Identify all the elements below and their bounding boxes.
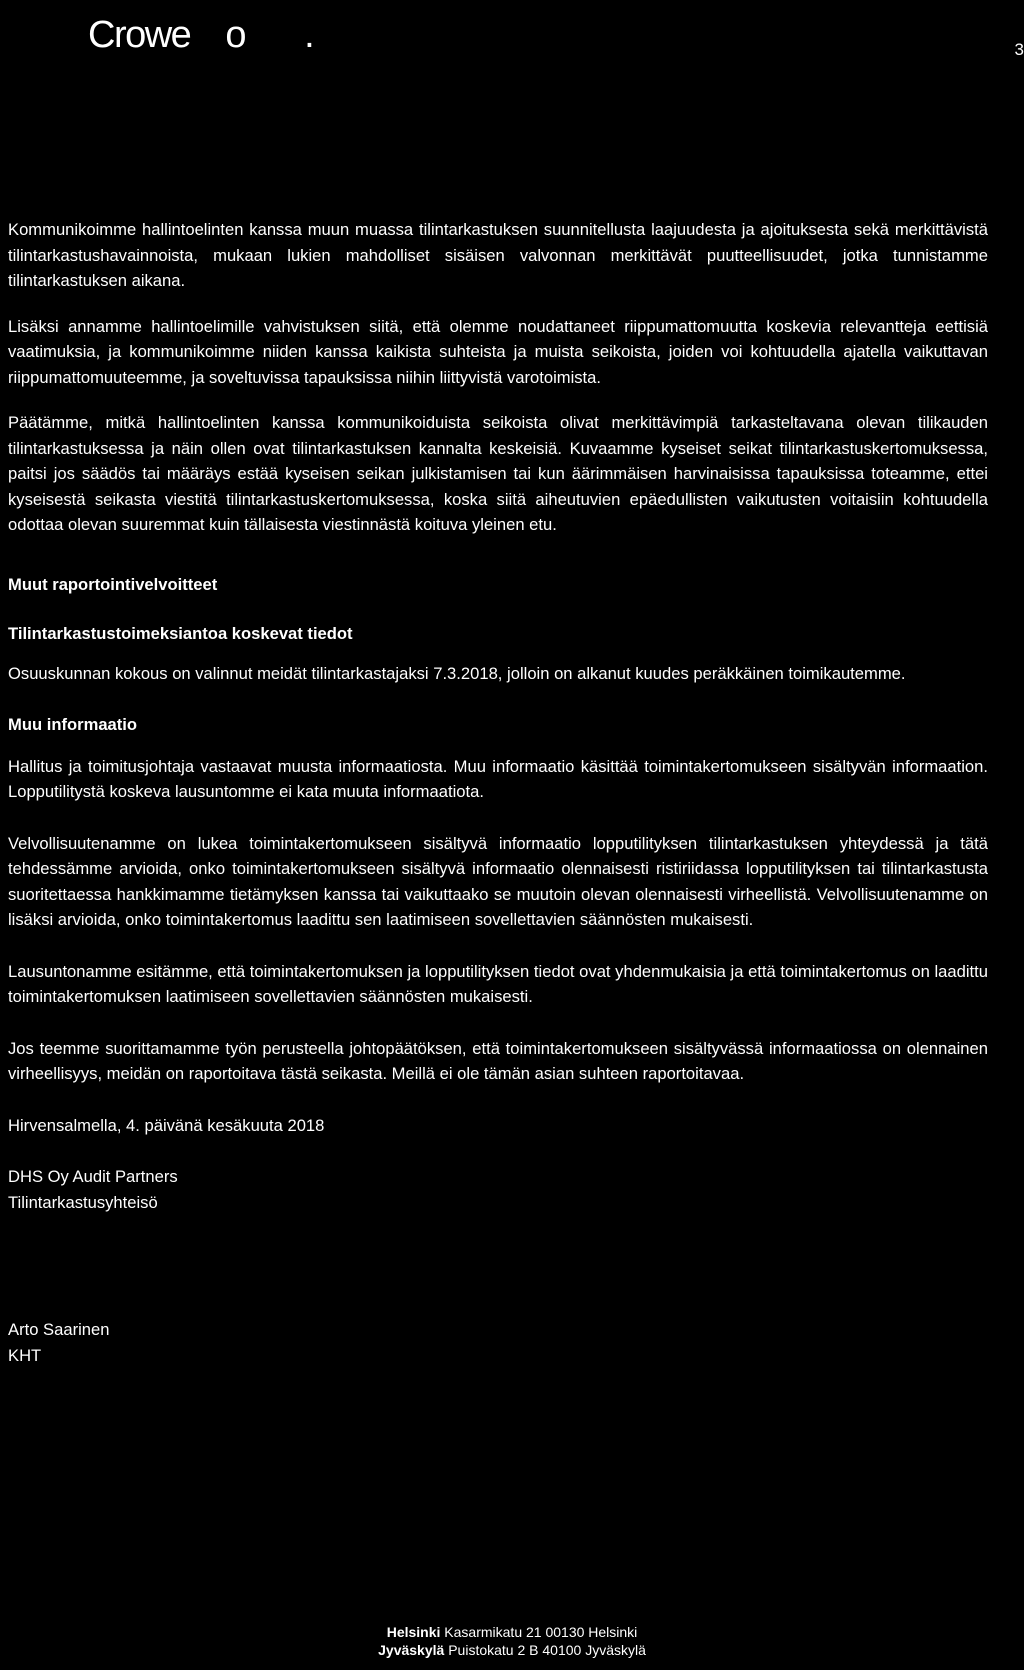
paragraph-key-matters: Päätämme, mitkä hallintoelinten kanssa kommunikoiduista seikoista olivat merkittävimpiä tarkasteltavana olevan tilikauden tilintarkastuksessa ja näin ollen ovat tilintarkastuksen kannalta keskeisiä. Kuvaamme kyseiset seikat tilintarkastuskertomuksessa, paitsi jos säädös tai määräys estää kyseisen seikan julkistamisen tai kun äärimmäisen harvinaisissa tapauksissa toteamme, ettei kyseisestä seikasta viestitä tilintarkastuskertomuksessa, koska siitä aiheutuvien epäedullisten vaikutusten voitaisiin kohtuudella odottaa olevan suuremmat kuin tällaisesta viestinnästä koituva yleinen etu. [8,413,988,534]
heading-other-information: Muu informaatio [8,715,138,734]
paragraph-appointment: Osuuskunnan kokous on valinnut meidät tilintarkastajaksi 7.3.2018, jolloin on alkanut kuudes peräkkäinen toimikautemme. [8,663,906,683]
page-footer [0,1623,1024,1659]
paragraph-independence: Lisäksi annamme hallintoelimille vahvistuksen siitä, että olemme noudattaneet riippumattomuutta koskevia relevantteja eettisiä vaatimuksia, ja kommunikoimme niiden kanssa kaikista suhteista ja muista seikoista, joiden voi kohtuudella ajatella vaikuttavan riippumattomuuteemme, ja soveltuvissa tapauksissa niihin liittyvistä varotoimista. [8,316,988,387]
firm-name: DHS Oy Audit Partners [8,1167,178,1186]
footer-address-jyvaskyla: Puistokatu 2 B 40100 Jyväskylä [448,1642,646,1658]
paragraph-communication: Kommunikoimme hallintoelinten kanssa muun muassa tilintarkastuksen suunnitellusta laajuudesta ja ajoituksesta sekä merkittävistä tilintarkastushavainnoista, mukaan lukien mahdolliset sisäisen valvonnan merkittävät puutteellisuudet, jotka tunnistamme tilintarkastuksen aikana. [8,220,988,290]
document-body [8,217,988,1368]
footer-city-jyvaskyla: Jyväskylä [378,1642,445,1658]
logo-dot: . [304,14,314,56]
firm-type: Tilintarkastusyhteisö [8,1192,158,1212]
paragraph-conclusion: Jos teemme suorittamamme työn perusteella johtopäätöksen, että toimintakertomukseen sisältyvässä informaatiossa on olennainen virheellisyys, meidän on raportoitava tästä seikasta. Meillä ei ole tämän asian suhteen raportoitavaa. [8,1038,988,1083]
place-date: Hirvensalmella, 4. päivänä kesäkuuta 2018 [8,1115,325,1135]
paragraph-responsibility: Hallitus ja toimitusjohtaja vastaavat muusta informaatiosta. Muu informaatio käsittää toimintakertomukseen sisältyvän informaation. Lopputilitystä koskeva lausuntomme ei kata muuta informaatiota. [8,756,988,801]
paragraph-opinion: Lausuntonamme esitämme, että toimintakertomuksen ja lopputilityksen tiedot ovat yhdenmukaisia ja että toimintakertomus on laadittu toimintakertomuksen laatimiseen sovellettavien säännösten mukaisesti. [8,961,988,1006]
signature-space [8,1215,988,1317]
paragraph-duty: Velvollisuutenamme on lukea toimintakertomukseen sisältyvä informaatio lopputilityksen tilintarkastuksen yhteydessä ja tätä tehdessämme arvioida, onko toimintakertomukseen sisältyvä informaatio olennaisesti ristiriidassa lopputilityksen tai tilintarkastusta suoritettaessa hankkimamme tietämyksen kanssa tai vaikuttaako se muutoin olevan olennaisesti virheellistä. Velvollisuutenamme on lisäksi arvioida, onko toimintakertomus laadittu sen laatimiseen sovellettavien säännösten mukaisesti. [8,833,988,929]
logo-o: o [225,14,246,56]
footer-address-helsinki: Kasarmikatu 21 00130 Helsinki [444,1624,638,1640]
logo-text: Crowe [88,14,191,56]
footer-line-jyvaskyla [0,1641,1024,1659]
signer-title: KHT [8,1345,42,1365]
page-number: 3 [1014,40,1024,59]
footer-city-helsinki: Helsinki [386,1624,441,1640]
heading-engagement-info: Tilintarkastustoimeksiantoa koskevat tiedot [8,624,353,643]
footer-line-helsinki [0,1623,1024,1641]
company-logo [88,14,313,57]
heading-other-reporting: Muut raportointivelvoitteet [8,574,218,594]
signer-name: Arto Saarinen [8,1320,110,1339]
